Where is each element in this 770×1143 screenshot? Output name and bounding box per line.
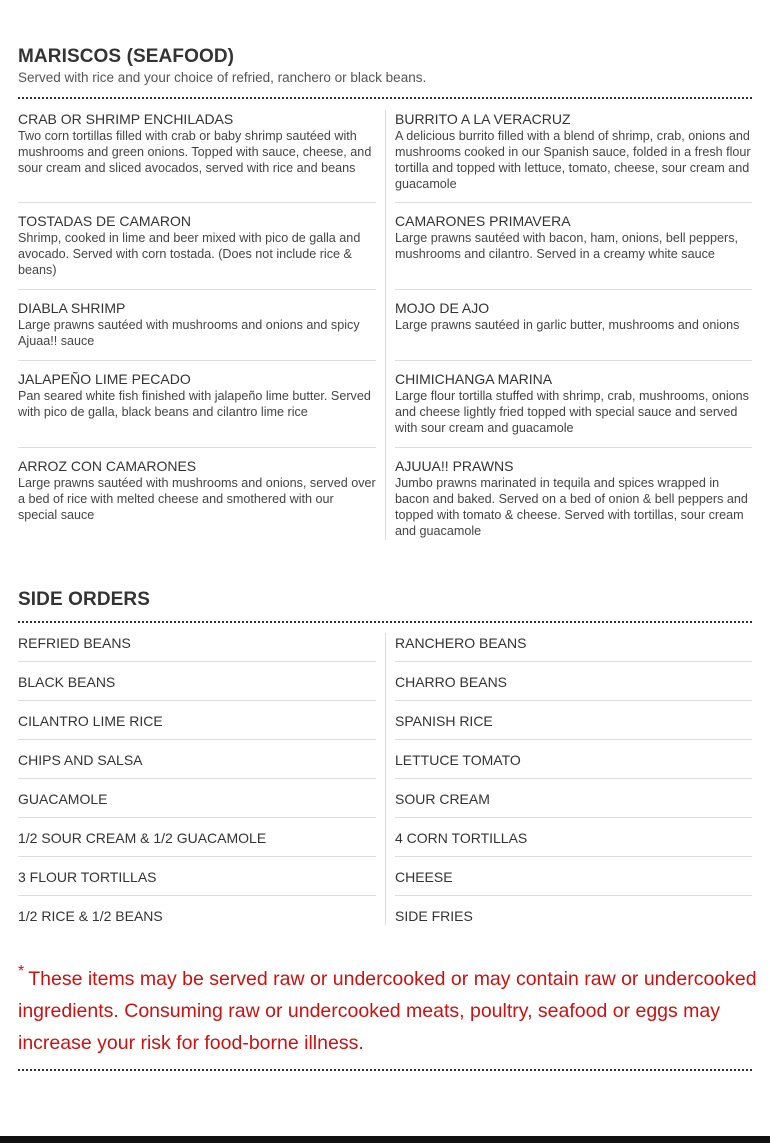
menu-item-name: CAMARONES PRIMAVERA	[395, 213, 571, 229]
menu-item	[18, 448, 376, 523]
menu-item-description: Shrimp, cooked in lime and beer mixed with pico de galla and avocado. Served with corn tostada. (Does not include rice & beans)	[18, 231, 361, 277]
raw-food-disclaimer	[18, 956, 758, 1059]
side-item: SIDE FRIES	[395, 908, 473, 924]
menu-item	[18, 290, 376, 361]
menu-item	[18, 111, 376, 203]
seafood-left-column	[18, 111, 376, 523]
menu-item-description: Large prawns sautéed in garlic butter, mushrooms and onions	[395, 318, 740, 332]
menu-item-name: BURRITO A LA VERACRUZ	[395, 111, 571, 127]
menu-item-name: JALAPEÑO LIME PECADO	[18, 371, 191, 387]
seafood-section-subtitle: Served with rice and your choice of refried, ranchero or black beans.	[18, 70, 427, 85]
menu-item-name: CRAB OR SHRIMP ENCHILADAS	[18, 111, 234, 127]
footer-bar	[0, 1136, 770, 1143]
menu-item-description: Two corn tortillas filled with crab or baby shrimp sautéed with mushrooms and green onions. Topped with sauce, cheese, and sour cream and sliced avocados, served with rice and beans	[18, 129, 372, 175]
menu-item	[395, 290, 752, 361]
side-orders-left-column	[18, 623, 376, 935]
footer-divider	[18, 1069, 752, 1071]
side-item: LETTUCE TOMATO	[395, 740, 752, 779]
asterisk-icon: *	[18, 963, 25, 980]
side-item: CHEESE	[395, 857, 752, 896]
menu-item-name: DIABLA SHRIMP	[18, 300, 126, 316]
menu-item-description: Jumbo prawns marinated in tequila and spices wrapped in bacon and baked. Served on a bed of onion & bell peppers and topped with tomato & cheese. Served with tortillas, sour cream and guacamole	[395, 476, 748, 538]
menu-item-name: AJUUA!! PRAWNS	[395, 458, 514, 474]
menu-item-description: Large flour tortilla stuffed with shrimp, crab, mushrooms, onions and cheese lightly fried topped with special sauce and served with sour cream and guacamole	[395, 389, 749, 435]
side-orders-right-column	[395, 623, 752, 935]
menu-item-description: Pan seared white fish finished with jalapeño lime butter. Served with pico de galla, black beans and cilantro lime rice	[18, 389, 371, 419]
side-item: GUACAMOLE	[18, 779, 376, 818]
menu-item-name: MOJO DE AJO	[395, 300, 490, 316]
side-item: SOUR CREAM	[395, 779, 752, 818]
menu-item	[395, 203, 752, 290]
seafood-right-column	[395, 111, 752, 539]
side-item: REFRIED BEANS	[18, 623, 376, 662]
menu-item-description: A delicious burrito filled with a blend of shrimp, crab, onions and mushrooms cooked in our Spanish sauce, folded in a fresh flour tortilla and topped with lettuce, tomato, cheese, sour cream and guacamole	[395, 129, 751, 191]
seafood-divider	[18, 97, 752, 99]
disclaimer-text: These items may be served raw or undercooked or may contain raw or undercooked ingredients. Consuming raw or undercooked meats, poultry, seafood or eggs may increase your risk for food-borne illness.	[18, 968, 757, 1054]
side-item: BLACK BEANS	[18, 662, 376, 701]
seafood-column-divider	[385, 110, 386, 540]
menu-item-name: ARROZ CON CAMARONES	[18, 458, 197, 474]
side-item: 3 FLOUR TORTILLAS	[18, 857, 376, 896]
menu-item-name: TOSTADAS DE CAMARON	[18, 213, 191, 229]
side-orders-title: SIDE ORDERS	[18, 589, 151, 610]
side-item: RANCHERO BEANS	[395, 623, 752, 662]
menu-item-description: Large prawns sautéed with mushrooms and onions, served over a bed of rice with melted cheese and smothered with our special sauce	[18, 476, 376, 522]
menu-item	[18, 203, 376, 290]
side-item: CHARRO BEANS	[395, 662, 752, 701]
side-item: 4 CORN TORTILLAS	[395, 818, 752, 857]
side-item: 1/2 RICE & 1/2 BEANS	[18, 908, 163, 924]
menu-item-name: CHIMICHANGA MARINA	[395, 371, 553, 387]
seafood-section-title: MARISCOS (SEAFOOD)	[18, 46, 235, 67]
menu-item-description: Large prawns sautéed with mushrooms and onions and spicy Ajuaa!! sauce	[18, 318, 360, 348]
menu-item	[395, 448, 752, 539]
menu-item	[395, 361, 752, 448]
side-item: CHIPS AND SALSA	[18, 740, 376, 779]
menu-item-description: Large prawns sautéed with bacon, ham, onions, bell peppers, mushrooms and cilantro. Served in a creamy white sauce	[395, 231, 739, 261]
side-item: SPANISH RICE	[395, 701, 752, 740]
side-item: 1/2 SOUR CREAM & 1/2 GUACAMOLE	[18, 818, 376, 857]
menu-item	[18, 361, 376, 448]
menu-item	[395, 111, 752, 203]
side-orders-column-divider	[385, 633, 386, 925]
side-item: CILANTRO LIME RICE	[18, 701, 376, 740]
